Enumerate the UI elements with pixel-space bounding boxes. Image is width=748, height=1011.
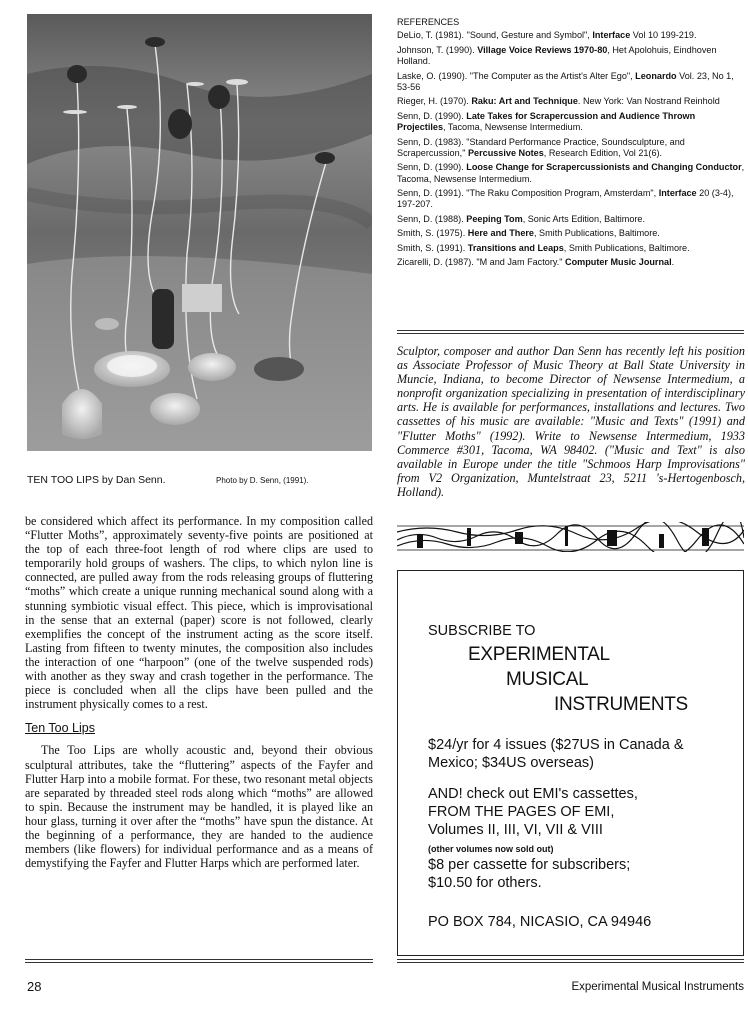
reference-text: Senn, D. (1991). "The Raku Composition Program, Amsterdam", bbox=[397, 188, 659, 199]
ad-cassette-price: $8 per cassette for subscribers; bbox=[428, 857, 631, 873]
reference-text: , Tacoma, Newsense Intermedium. bbox=[443, 122, 583, 133]
reference-text: , Het Apolohuis, Eindhoven Holland. bbox=[397, 44, 717, 67]
reference-text: Senn, D. (1990). bbox=[397, 162, 467, 173]
ad-cassettes-line: AND! check out EMI's cassettes, bbox=[428, 786, 638, 802]
reference-entry bbox=[397, 111, 745, 134]
section-heading: Ten Too Lips bbox=[25, 721, 95, 736]
ad-price: $24/yr for 4 issues ($27US in Canada & Mexico; $34US overseas) bbox=[428, 737, 684, 771]
references-list bbox=[397, 30, 745, 268]
reference-text: Smith, S. (1975). bbox=[397, 228, 468, 239]
article-body bbox=[25, 514, 373, 870]
references-heading: REFERENCES bbox=[397, 17, 460, 27]
ad-title-line: MUSICAL bbox=[506, 669, 589, 690]
reference-text: , Smith Publications, Baltimore. bbox=[563, 242, 690, 253]
reference-entry bbox=[397, 257, 745, 268]
reference-text: . New York: Van Nostrand Reinhold bbox=[577, 96, 720, 107]
reference-title: Interface bbox=[658, 188, 697, 199]
column-rule bbox=[25, 959, 373, 963]
reference-text: , Smith Publications, Baltimore. bbox=[533, 228, 660, 239]
reference-text: . bbox=[671, 257, 675, 268]
reference-title: Interface bbox=[592, 30, 631, 41]
subscription-ad bbox=[397, 570, 744, 956]
column-rule bbox=[397, 959, 744, 963]
reference-text: , Tacoma, Newsense Intermedium. bbox=[397, 162, 745, 184]
references-rule bbox=[397, 330, 744, 334]
reference-text: Senn, D. (1990). bbox=[397, 110, 467, 121]
reference-text: Johnson, T. (1990). bbox=[397, 44, 478, 55]
ad-title-line: EXPERIMENTAL bbox=[468, 644, 610, 665]
reference-text: , Research Edition, Vol 21(6). bbox=[543, 147, 663, 158]
reference-text: Smith, S. (1991). bbox=[397, 242, 468, 253]
reference-entry bbox=[397, 137, 745, 160]
reference-entry bbox=[397, 96, 745, 107]
ad-cassette-price: $10.50 for others. bbox=[428, 875, 542, 891]
ad-cassettes-line: FROM THE PAGES OF EMI, bbox=[428, 804, 615, 820]
reference-text: Senn, D. (1983). "Standard Performance Practice, Soundsculpture, and Scrapercussion," bbox=[397, 136, 685, 158]
reference-title: Late Takes for Scrapercussion and Audience Thrown Projectiles bbox=[397, 110, 696, 133]
reference-title: Transitions and Leaps bbox=[467, 242, 564, 253]
reference-text: Vol 10 199-219. bbox=[630, 30, 697, 41]
photo-caption: TEN TOO LIPS by Dan Senn. bbox=[27, 474, 166, 486]
article-paragraph: be considered which affect its performance. In my composition called “Flutter Moths”, approximately seventy-five points are positioned at the top of each three-foot length of rod where clips are used to temporarily hold groups of washers. The clips, to which nylon line is connected, are pulled away from the rods releasing groups of fluttering “moths” which create a unique running mechanical sound along with a stunning symbiotic visual effect. This piece, which is improvisational in the sense that an external (paper) score is not followed, clearly exemplifies the concept of the instrument acting as the score itself. Lasting from fifteen to twenty minutes, the composition also includes the interaction of one “harpoon” (one of the twelve suspended rods) with another as they sway and crash together in the performance. The piece is concluded when all the clips have been pulled and the instrument physically comes to a rest. bbox=[25, 514, 373, 712]
reference-entry bbox=[397, 214, 745, 225]
reference-text: 20 (3-4), 197-207. bbox=[397, 188, 734, 210]
reference-title: Here and There bbox=[467, 228, 534, 239]
author-bio: Sculptor, composer and author Dan Senn has recently left his position as Associate Professor of Music Theory at Ball State University in Muncie, Indiana, to become Director of Newsense Intermedium, a nonprofit organization specializing in presentation of interdisciplinary arts. He is available for performances, installations and lectures. Two cassettes of his music are available: "Music and Texts" (1991) and "Flutter Moths" (1992). Write to Newsense Intermedium, 1933 Commerce #301, Tacoma, WA 98402. ("Music and Text" is also available in Europe under the title "Schmoos Harp Improvisations" from V2 Organization, Muntelstraat 23, 5211 's-Hertogenbosch, Holland). bbox=[397, 344, 745, 499]
photo-credit: Photo by D. Senn, (1991). bbox=[216, 476, 309, 485]
reference-text: Laske, O. (1990). "The Computer as the Artist's Alter Ego", bbox=[397, 70, 636, 81]
reference-title: Raku: Art and Technique bbox=[471, 96, 578, 107]
reference-title: Loose Change for Scrapercussionists and Changing Conductor bbox=[466, 162, 742, 173]
reference-entry bbox=[397, 71, 745, 94]
reference-text: Vol. 23, No 1, 53-56 bbox=[397, 70, 734, 92]
publication-title: Experimental Musical Instruments bbox=[571, 981, 744, 993]
reference-text: , Sonic Arts Edition, Baltimore. bbox=[522, 213, 645, 224]
ad-volumes: Volumes II, III, VI, VII & VIII bbox=[428, 822, 603, 838]
reference-entry bbox=[397, 162, 745, 185]
article-paragraph: The Too Lips are wholly acoustic and, beyond their obvious sculptural attributes, take the “fluttering” aspects of the Fayfer and Flutter Harp into a mobile format. For these, two resonant metal objects are separated by threaded steel rods along which “moths” are allowed to spin. Because the instrument may be handled, it is played like an hour glass, turning it over after the “moths” have spun the distance. At the beginning of a performance, they are handed to the audience members (like flowers) for individual performance and as a means of demystifying the Fayfer and Flutter Harps which are performed later. bbox=[25, 743, 373, 871]
ad-subscribe-label: SUBSCRIBE TO bbox=[428, 623, 536, 639]
reference-title: Leonardo bbox=[635, 70, 677, 81]
reference-text: Zicarelli, D. (1987). "M and Jam Factory." bbox=[397, 257, 565, 268]
ad-sold-out-note: (other volumes now sold out) bbox=[428, 844, 554, 854]
reference-entry bbox=[397, 30, 745, 41]
reference-title: Village Voice Reviews 1970-80 bbox=[477, 44, 608, 55]
references-section bbox=[397, 17, 745, 272]
reference-title: Percussive Notes bbox=[467, 147, 544, 158]
page-number: 28 bbox=[27, 979, 42, 994]
reference-entry bbox=[397, 228, 745, 239]
reference-entry bbox=[397, 45, 745, 68]
decorative-band bbox=[397, 522, 744, 552]
reference-entry bbox=[397, 243, 745, 254]
ten-too-lips-photo bbox=[27, 14, 372, 451]
reference-title: Computer Music Journal bbox=[565, 257, 672, 268]
reference-text: Senn, D. (1988). bbox=[397, 213, 467, 224]
reference-text: DeLio, T. (1981). "Sound, Gesture and Symbol", bbox=[397, 30, 593, 41]
ad-address: PO BOX 784, NICASIO, CA 94946 bbox=[428, 914, 652, 930]
reference-entry bbox=[397, 188, 745, 211]
reference-title: Peeping Tom bbox=[466, 213, 523, 224]
ad-title-line: INSTRUMENTS bbox=[554, 694, 688, 715]
reference-text: Rieger, H. (1970). bbox=[397, 96, 472, 107]
